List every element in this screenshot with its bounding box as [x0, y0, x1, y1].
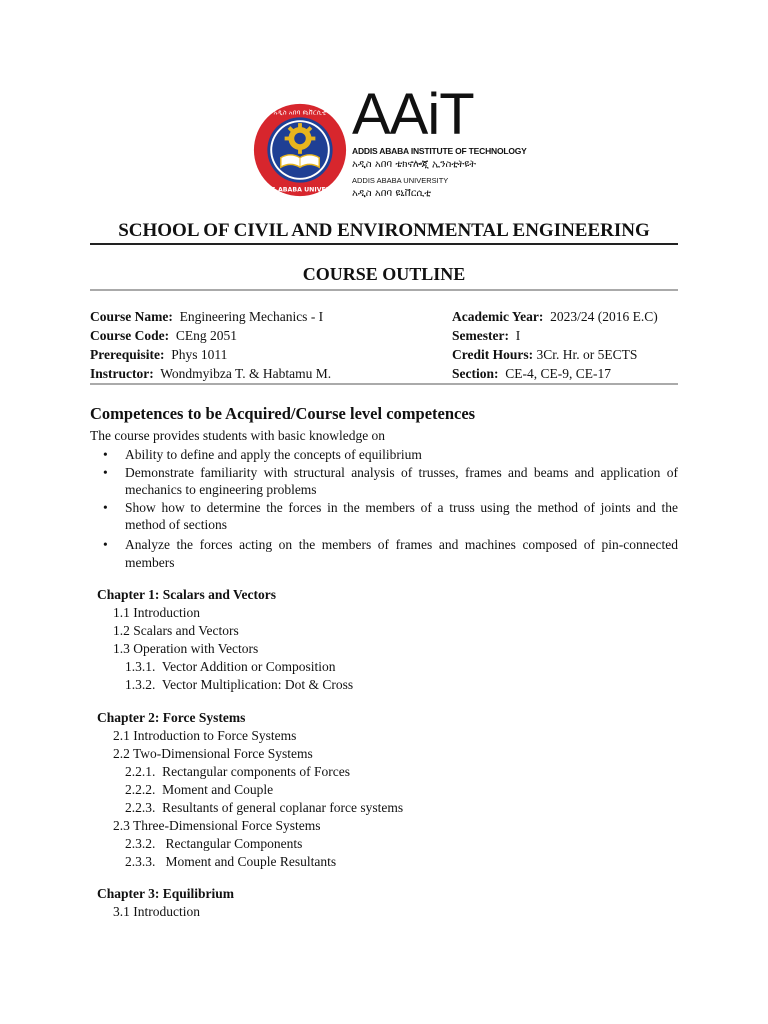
toc-subitem: 2.2.3. Resultants of general coplanar force systems: [125, 800, 404, 815]
bullet-icon: •: [103, 464, 108, 480]
toc-item: 1.2 Scalars and Vectors: [113, 623, 239, 638]
toc-item: 2.1 Introduction to Force Systems: [113, 728, 297, 743]
heading-divider: [90, 243, 678, 245]
toc-item: 2.2 Two-Dimensional Force Systems: [113, 746, 313, 761]
aait-logo: [252, 82, 527, 210]
seal-text-top: አዲስ አበባ ዩኒቨርሲቲ: [273, 108, 327, 117]
instructor-value: Wondmyibza T. & Habtamu M.: [160, 366, 332, 381]
bullet-icon: •: [103, 447, 108, 462]
course-info-left: [90, 307, 331, 383]
toc-subitem: 2.3.2. Rectangular Components: [125, 836, 303, 851]
toc-subitem: 2.3.3. Moment and Couple Resultants: [125, 854, 337, 869]
credit-hours-value: 3Cr. Hr. or 5ECTS: [536, 347, 638, 362]
academic-year-row: Academic Year: 2023/24 (2016 E.C): [452, 309, 658, 324]
toc-subitem: 1.3.1. Vector Addition or Composition: [125, 659, 336, 674]
toc-subitem: 2.2.2. Moment and Couple: [125, 782, 274, 797]
bullet-icon: •: [103, 536, 108, 552]
university-seal-icon: [252, 102, 348, 198]
semester-row: Semester: I: [452, 328, 521, 343]
competences-intro: The course provides students with basic knowledge on: [90, 428, 386, 443]
list-item: • Demonstrate familiarity with structural analysis of trusses, frames and beams and application of mechanics to engineering problems: [103, 464, 678, 498]
chapter-title: Chapter 2: Force Systems: [97, 710, 246, 725]
course-outline-title: COURSE OUTLINE: [302, 264, 466, 284]
school-heading: SCHOOL OF CIVIL AND ENVIRONMENTAL ENGINEERING: [118, 220, 650, 241]
course-name-row: Course Name: Engineering Mechanics - I: [90, 309, 324, 324]
bullet-icon: •: [103, 499, 108, 515]
logo-acronym: AAiT: [352, 82, 474, 147]
list-item: • Show how to determine the forces in the members of a truss using the method of joints and the method of sections: [103, 499, 678, 533]
logo-university-en: ADDIS ABABA UNIVERSITY: [352, 176, 449, 185]
competences-list: [90, 446, 678, 571]
toc-subitem: 1.3.2. Vector Multiplication: Dot & Cross: [125, 677, 354, 692]
course-info-right: [452, 307, 658, 383]
section-value: CE-4, CE-9, CE-17: [505, 366, 611, 381]
toc-item: 1.3 Operation with Vectors: [113, 641, 259, 656]
instructor-row: Instructor: Wondmyibza T. & Habtamu M.: [90, 366, 332, 381]
chapter-2: [97, 709, 403, 871]
semester-value: I: [515, 328, 521, 343]
course-code-value: CEng 2051: [175, 328, 238, 343]
info-bottom-divider: [90, 383, 678, 385]
toc-subitem: 2.2.1. Rectangular components of Forces: [125, 764, 350, 779]
logo-institute-am: አዲስ አበባ ቴክኖሎጂ ኢንስቲትዩት: [352, 159, 476, 170]
logo-institute-en: ADDIS ABABA INSTITUTE OF TECHNOLOGY: [352, 146, 527, 156]
chapter-title: Chapter 3: Equilibrium: [97, 886, 235, 901]
chapter-3: [97, 885, 234, 921]
prerequisite-value: Phys 1011: [171, 347, 228, 362]
list-item: • Ability to define and apply the concepts of equilibrium: [103, 447, 422, 462]
toc-item: 1.1 Introduction: [113, 605, 200, 620]
course-code-row: Course Code: CEng 2051: [90, 328, 238, 343]
seal-text-bottom: ADDIS ABABA UNIVERSITY: [253, 186, 347, 194]
logo-university-am: አዲስ አበባ ዩኒቨርሲቲ: [352, 188, 431, 199]
toc-item: 2.3 Three-Dimensional Force Systems: [113, 818, 321, 833]
chapter-title: Chapter 1: Scalars and Vectors: [97, 587, 277, 602]
section-row: Section: CE-4, CE-9, CE-17: [452, 366, 611, 381]
toc-item: 3.1 Introduction: [113, 904, 200, 919]
prerequisite-row: Prerequisite: Phys 1011: [90, 347, 228, 362]
course-name-value: Engineering Mechanics - I: [179, 309, 324, 324]
competences-heading: Competences to be Acquired/Course level competences: [90, 404, 476, 423]
chapter-1: [97, 586, 353, 694]
list-item: • Analyze the forces acting on the members of frames and machines composed of pin-connected members: [103, 536, 678, 570]
academic-year-value: 2023/24 (2016 E.C): [550, 309, 658, 324]
info-top-divider: [90, 289, 678, 291]
credit-hours-row: Credit Hours: 3Cr. Hr. or 5ECTS: [452, 347, 638, 362]
